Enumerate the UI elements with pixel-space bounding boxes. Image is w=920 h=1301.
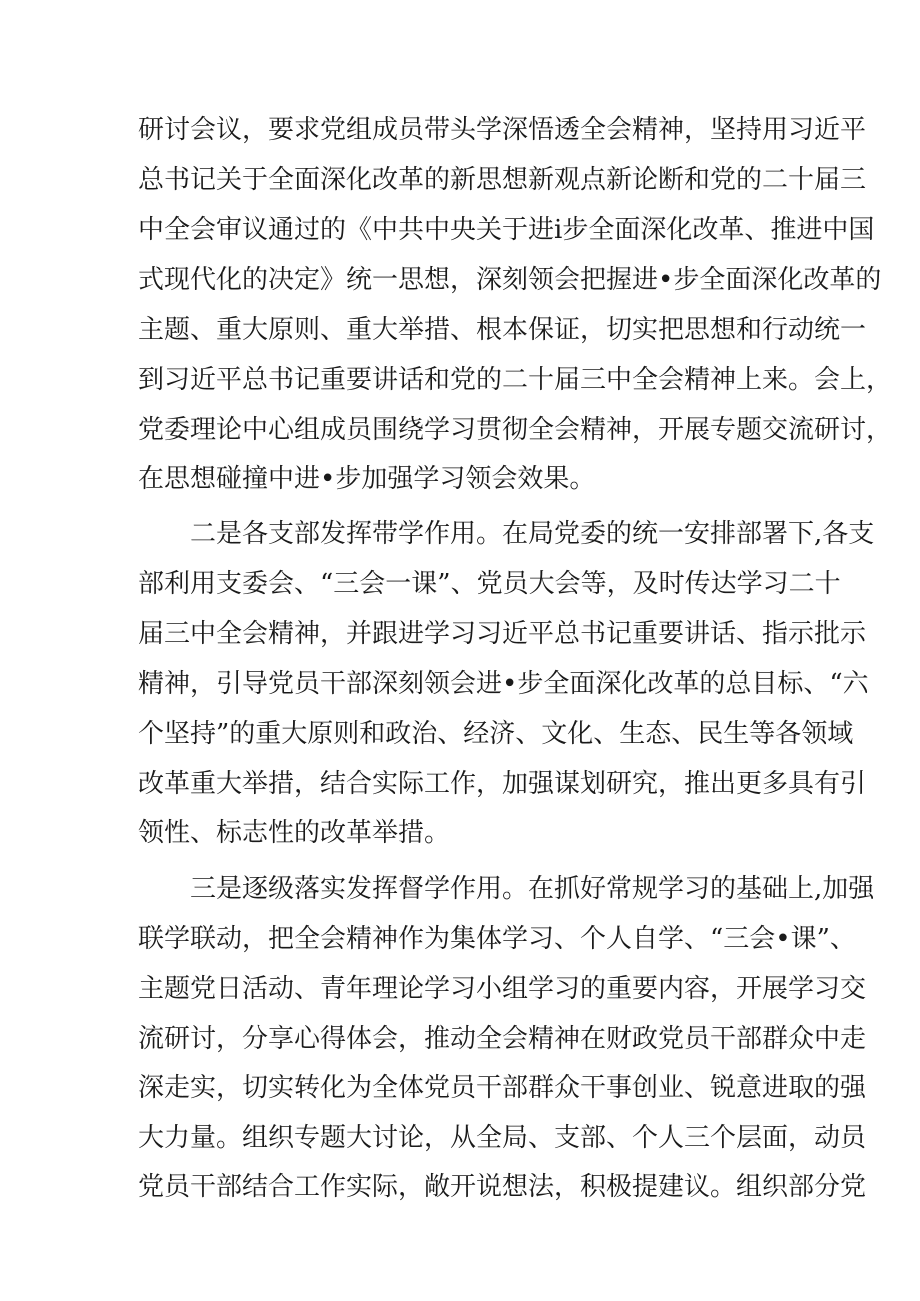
paragraph-1-line-6: 到习近平总书记重要讲话和党的二十届三中全会精神上来。会上， xyxy=(138,365,893,395)
paragraph-2-line-3: 届三中全会精神，并跟进学习习近平总书记重要讲话、指示批示 xyxy=(138,619,867,649)
paragraph-2-line-2: 部利用支委会、“三会一课”、党员大会等，及时传达学习二十 xyxy=(138,569,841,599)
paragraph-2-line-7: 领性、标志性的改革举措。 xyxy=(138,818,451,848)
paragraph-3-line-1: 三是逐级落实发挥督学作用。在抓好常规学习的基础上,加强 xyxy=(190,874,875,904)
paragraph-1-line-8: 在思想碰撞中进•步加强学习领会效果。 xyxy=(138,464,596,494)
paragraph-1-line-2: 总书记关于全面深化改革的新思想新观点新论断和党的二十届三 xyxy=(138,165,867,195)
paragraph-1-line-4: 式现代化的决定》统一思想，深刻领会把握进•步全面深化改革的 xyxy=(138,265,882,295)
paragraph-3-line-5: 深走实，切实转化为全体党员干部群众干事创业、锐意进取的强 xyxy=(138,1073,867,1103)
paragraph-3-line-4: 流研讨，分享心得体会，推动全会精神在财政党员干部群众中走 xyxy=(138,1024,867,1054)
paragraph-3-line-6: 大力量。组织专题大讨论，从全局、支部、个人三个层面，动员 xyxy=(138,1123,867,1153)
paragraph-1-line-3: 中全会审议通过的《中共中央关于进i步全面深化改革、推进中国 xyxy=(138,215,875,245)
paragraph-2-line-5: 个坚持”的重大原则和政治、经济、文化、生态、民生等各领域 xyxy=(138,719,854,749)
paragraph-1-line-5: 主题、重大原则、重大举措、根本保证，切实把思想和行动统一 xyxy=(138,315,867,345)
paragraph-2-line-6: 改革重大举措，结合实际工作，加强谋划研究，推出更多具有引 xyxy=(138,769,867,799)
paragraph-1-line-7: 党委理论中心组成员围绕学习贯彻全会精神，开展专题交流研讨， xyxy=(138,415,893,445)
paragraph-3-line-7: 党员干部结合工作实际，敞开说想法，积极提建议。组织部分党 xyxy=(138,1172,867,1202)
paragraph-2-line-4: 精神，引导党员干部深刻领会进•步全面深化改革的总目标、“六 xyxy=(138,669,869,699)
paragraph-3-line-3: 主题党日活动、青年理论学习小组学习的重要内容，开展学习交 xyxy=(138,974,867,1004)
paragraph-2-line-1: 二是各支部发挥带学作用。在局党委的统一安排部署下,各支 xyxy=(190,519,875,549)
paragraph-1-line-1: 研讨会议，要求党组成员带头学深悟透全会精神，坚持用习近平 xyxy=(138,115,867,145)
paragraph-3-line-2: 联学联动，把全会精神作为集体学习、个人自学、“三会•课”、 xyxy=(138,924,856,954)
